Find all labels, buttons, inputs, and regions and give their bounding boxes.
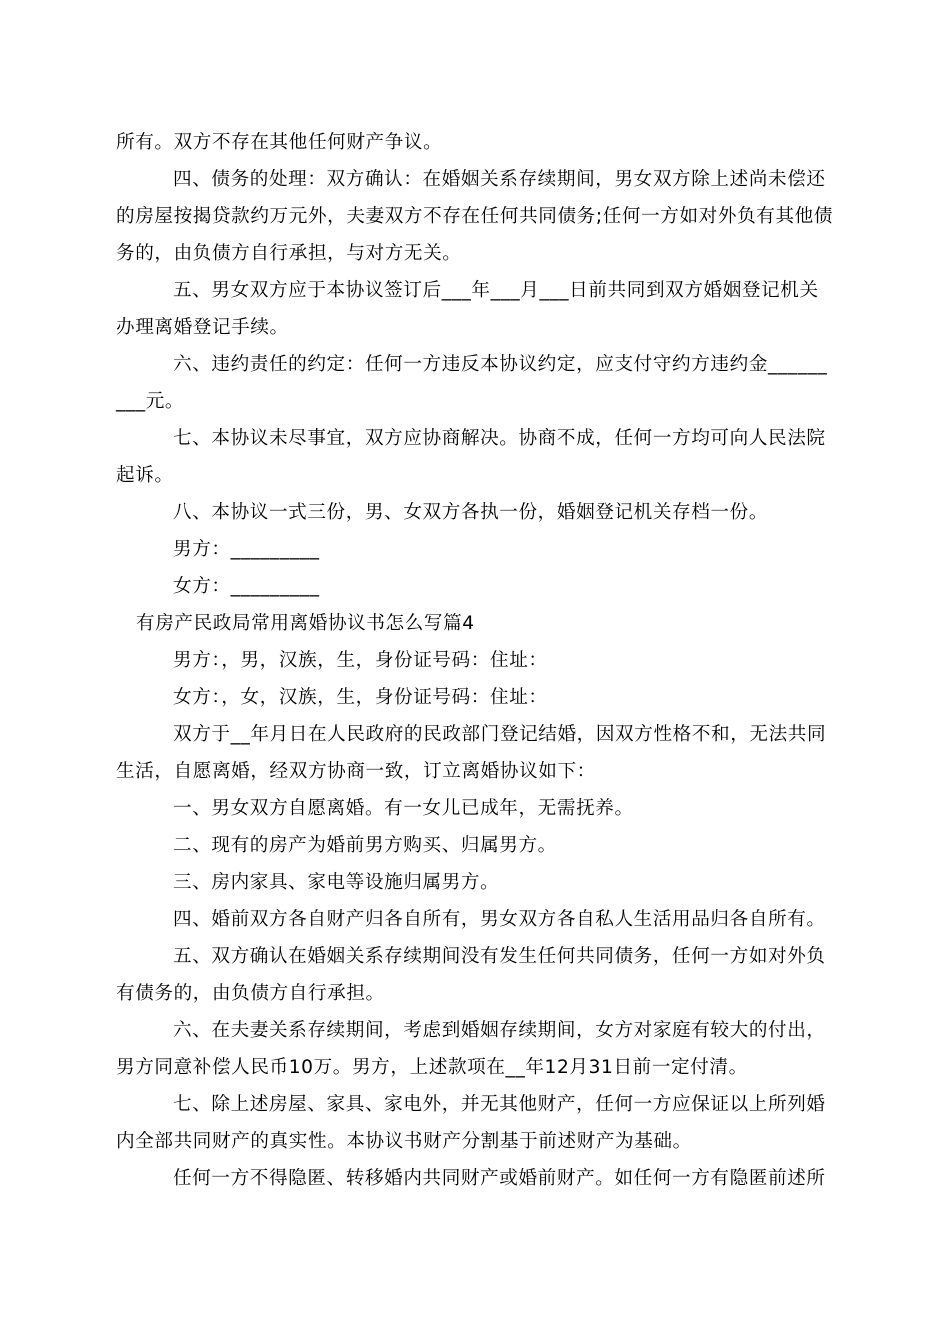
- section-title: 有房产民政局常用离婚协议书怎么写篇4: [136, 613, 475, 634]
- clause-3-furniture: 三、房内家具、家电等设施归属男方。: [173, 872, 500, 893]
- paragraph-property-no-dispute: 所有。双方不存在其他任何财产争议。: [116, 132, 443, 153]
- clause-5-debts: 五、双方确认在婚姻关系存续期间没有发生任何共同债务，任何一方如对外负有债务的，由负债方自行承担。: [116, 946, 826, 1004]
- clause-1-voluntary-divorce: 一、男女双方自愿离婚。有一女儿已成年，无需抚养。: [173, 798, 634, 819]
- party-male-info: 男方：，男，汉族，生，身份证号码：住址：: [173, 650, 548, 671]
- signature-male: 男方：_________: [173, 539, 320, 560]
- paragraph-unresolved-matters: 七、本协议未尽事宜，双方应协商解决。协商不成，任何一方均可向人民法院起诉。: [116, 428, 826, 486]
- paragraph-concealment: 任何一方不得隐匿、转移婚内共同财产或婚前财产。如任何一方有隐匿前述所: [173, 1168, 826, 1189]
- party-female-info: 女方：，女，汉族，生，身份证号码：住址：: [173, 687, 548, 708]
- clause-6-compensation: 六、在夫妻关系存续期间，考虑到婚姻存续期间，女方对家庭有较大的付出，男方同意补偿人民币10万。男方，上述款项在__年12月31日前一定付清。: [116, 1020, 826, 1078]
- clause-4-personal-property: 四、婚前双方各自财产归各自所有，男女双方各自私人生活用品归各自所有。: [173, 909, 826, 930]
- paragraph-breach-liability: 六、违约责任的约定：任何一方违反本协议约定，应支付守约方违约金_________元。: [116, 354, 828, 412]
- paragraph-debt-handling: 四、债务的处理：双方确认：在婚姻关系存续期间，男女双方除上述尚未偿还的房屋按揭贷款约万元外，夫妻双方不存在任何共同债务;任何一方如对外负有其他债务的，由负债方自行承担，与对方无关。: [116, 169, 834, 264]
- document-body: [116, 124, 836, 1197]
- paragraph-registration-deadline: 五、男女双方应于本协议签订后___年___月___日前共同到双方婚姻登记机关办理离婚登记手续。: [116, 280, 819, 338]
- paragraph-copies: 八、本协议一式三份，男、女双方各执一份，婚姻登记机关存档一份。: [173, 502, 769, 523]
- clause-2-house: 二、现有的房产为婚前男方购买、归属男方。: [173, 835, 557, 856]
- paragraph-marriage-registration: 双方于__年月日在人民政府的民政部门登记结婚，因双方性格不和，无法共同生活，自愿离婚，经双方协商一致，订立离婚协议如下：: [116, 724, 827, 782]
- clause-7-other-property: 七、除上述房屋、家具、家电外，并无其他财产，任何一方应保证以上所列婚内全部共同财产的真实性。本协议书财产分割基于前述财产为基础。: [116, 1094, 826, 1152]
- signature-female: 女方：_________: [173, 576, 320, 597]
